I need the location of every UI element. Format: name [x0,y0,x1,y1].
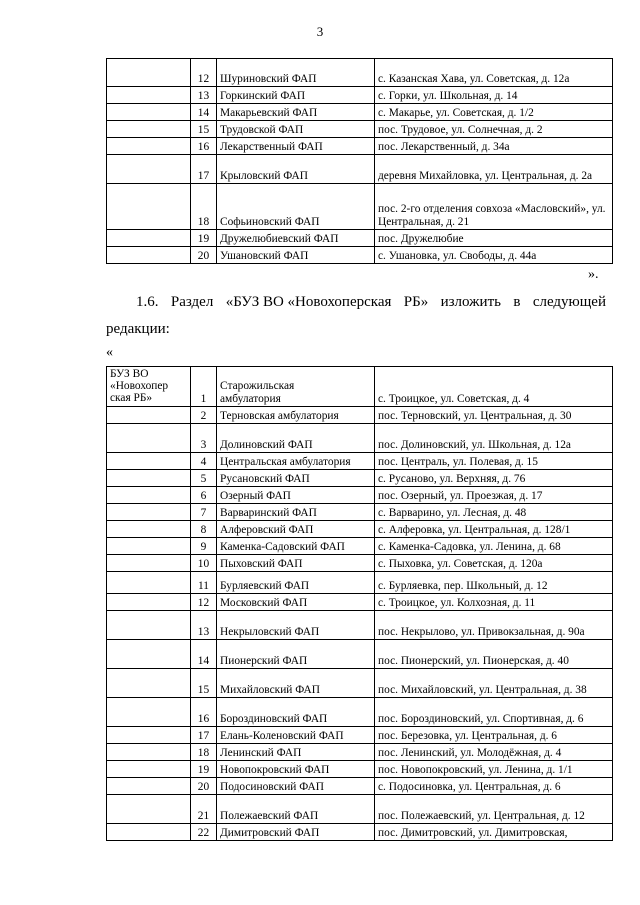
row-number: 7 [191,504,217,521]
paragraph-word: изложить [440,294,501,310]
facility-name: Новопокровский ФАП [217,761,375,778]
row-number: 21 [191,795,217,824]
org-cell [107,104,191,121]
org-cell [107,611,191,640]
facility-address: с. Казанская Хава, ул. Советская, д. 12а [375,59,613,87]
table-row [107,407,613,424]
org-cell [107,470,191,487]
table-row [107,121,613,138]
paragraph-word: Раздел [170,294,214,310]
row-number: 18 [191,184,217,230]
row-number: 14 [191,640,217,669]
facility-address: с. Русаново, ул. Верхняя, д. 76 [375,470,613,487]
row-number: 16 [191,138,217,155]
org-cell [107,640,191,669]
row-number: 19 [191,761,217,778]
facilities-table-novokhoperskaya [106,366,613,841]
facility-name: Елань-Коленовский ФАП [217,727,375,744]
org-cell [107,824,191,841]
table-row [107,247,613,264]
paragraph-word: 1.6. [136,294,159,310]
facility-address: с. Каменка-Садовка, ул. Ленина, д. 68 [375,538,613,555]
facility-name: Софьиновский ФАП [217,184,375,230]
org-cell [107,727,191,744]
facility-address: пос. Михайловский, ул. Центральная, д. 38 [375,669,613,698]
table-row [107,795,613,824]
facility-address: пос. Озерный, ул. Проезжая, д. 17 [375,487,613,504]
facility-address: деревня Михайловка, ул. Центральная, д. 2а [375,155,613,184]
row-number: 19 [191,230,217,247]
org-cell [107,487,191,504]
facility-address: пос. Димитровский, ул. Димитровская, [375,824,613,841]
org-cell [107,367,191,407]
row-number: 10 [191,555,217,572]
org-cell [107,795,191,824]
row-number: 13 [191,87,217,104]
table-row [107,424,613,453]
facility-address: пос. Березовка, ул. Центральная, д. 6 [375,727,613,744]
facility-name: Михайловский ФАП [217,669,375,698]
facility-address: с. Пыховка, ул. Советская, д. 120а [375,555,613,572]
table-row [107,744,613,761]
facility-address: с. Троицкое, ул. Колхозная, д. 11 [375,594,613,611]
row-number: 15 [191,669,217,698]
facility-address: пос. Новопокровский, ул. Ленина, д. 1/1 [375,761,613,778]
table-row [107,487,613,504]
row-number: 3 [191,424,217,453]
org-cell [107,521,191,538]
facility-address: с. Троицкое, ул. Советская, д. 4 [375,367,613,407]
page-number: 3 [316,24,324,39]
org-cell [107,778,191,795]
row-number: 20 [191,778,217,795]
table-row [107,59,613,87]
facility-name: Полежаевский ФАП [217,795,375,824]
facility-name: Крыловский ФАП [217,155,375,184]
facility-address: пос. Терновский, ул. Центральная, д. 30 [375,407,613,424]
org-cell [107,59,191,87]
table-row [107,104,613,121]
facility-address: пос. Ленинский, ул. Молодёжная, д. 4 [375,744,613,761]
facility-name: Ушановский ФАП [217,247,375,264]
paragraph-word: РБ» [403,294,429,310]
facility-address: пос. Централь, ул. Полевая, д. 15 [375,453,613,470]
facilities-table-continued [106,58,613,264]
amendment-paragraph-line1 [136,294,606,311]
facility-address: пос. Лекарственный, д. 34а [375,138,613,155]
row-number: 13 [191,611,217,640]
paragraph-word: «БУЗ ВО «Новохоперская [225,294,392,310]
table-row [107,504,613,521]
paragraph-word: в [513,294,521,310]
org-cell [107,138,191,155]
row-number: 15 [191,121,217,138]
facility-name: Дружелюбиевский ФАП [217,230,375,247]
table-row [107,555,613,572]
facility-name-line: амбулатория [220,393,281,405]
org-cell [107,230,191,247]
table-row [107,155,613,184]
row-number: 8 [191,521,217,538]
table-row [107,640,613,669]
table-row [107,138,613,155]
row-number: 17 [191,155,217,184]
org-cell [107,504,191,521]
facility-name: Центральская амбулатория [217,453,375,470]
facility-name: Московский ФАП [217,594,375,611]
facility-name: Некрыловский ФАП [217,611,375,640]
paragraph-word: следующей [532,294,606,310]
facility-name-line: Старожильская [220,380,295,392]
table-row [107,572,613,594]
org-name-line: БУЗ ВО [110,368,149,380]
org-cell [107,761,191,778]
row-number: 4 [191,453,217,470]
row-number: 17 [191,727,217,744]
org-cell [107,184,191,230]
facility-name: Лекарственный ФАП [217,138,375,155]
facility-name: Бурляевский ФАП [217,572,375,594]
facility-name: Димитровский ФАП [217,824,375,841]
facility-address: пос. Пионерский, ул. Пионерская, д. 40 [375,640,613,669]
closing-quote: ». [588,267,599,282]
facility-name: Горкинский ФАП [217,87,375,104]
table-row [107,698,613,727]
facility-name: Терновская амбулатория [217,407,375,424]
org-cell [107,555,191,572]
table-row [107,727,613,744]
facility-address: с. Горки, ул. Школьная, д. 14 [375,87,613,104]
org-cell [107,698,191,727]
facility-address: пос. Полежаевский, ул. Центральная, д. 12 [375,795,613,824]
facility-address: с. Бурляевка, пер. Школьный, д. 12 [375,572,613,594]
facility-name: Пионерский ФАП [217,640,375,669]
facility-address: пос. Дружелюбие [375,230,613,247]
table-row [107,611,613,640]
facility-name: Озерный ФАП [217,487,375,504]
facility-name: Подосиновский ФАП [217,778,375,795]
table-row [107,778,613,795]
row-number: 5 [191,470,217,487]
table-row [107,521,613,538]
row-number: 22 [191,824,217,841]
table-row [107,824,613,841]
row-number: 9 [191,538,217,555]
row-number: 14 [191,104,217,121]
opening-quote: « [106,345,113,360]
table-row [107,538,613,555]
facility-name: Варваринский ФАП [217,504,375,521]
org-cell [107,121,191,138]
facility-name: Алферовский ФАП [217,521,375,538]
facility-address: с. Ушановка, ул. Свободы, д. 44а [375,247,613,264]
org-cell [107,424,191,453]
org-cell [107,594,191,611]
facility-address: пос. Некрылово, ул. Привокзальная, д. 90а [375,611,613,640]
table-row [107,453,613,470]
row-number: 11 [191,572,217,594]
row-number: 18 [191,744,217,761]
org-cell [107,572,191,594]
facility-name: Каменка-Садовский ФАП [217,538,375,555]
facility-name: Бороздиновский ФАП [217,698,375,727]
table-row [107,230,613,247]
org-cell [107,669,191,698]
row-number: 12 [191,594,217,611]
table-row [107,184,613,230]
org-cell [107,538,191,555]
table-row [107,594,613,611]
row-number: 1 [191,367,217,407]
amendment-paragraph-line2: редакции: [106,321,170,337]
org-cell [107,155,191,184]
row-number: 6 [191,487,217,504]
facility-address: с. Макарье, ул. Советская, д. 1/2 [375,104,613,121]
facility-address: пос. Бороздиновский, ул. Спортивная, д. 6 [375,698,613,727]
facility-name [217,367,375,407]
facility-name: Долиновский ФАП [217,424,375,453]
facility-address: пос. Долиновский, ул. Школьная, д. 12а [375,424,613,453]
row-number: 16 [191,698,217,727]
facility-address: с. Подосиновка, ул. Центральная, д. 6 [375,778,613,795]
facility-name: Трудовской ФАП [217,121,375,138]
org-name-line: ская РБ» [110,392,153,404]
facility-name: Макарьевский ФАП [217,104,375,121]
facility-name: Пыховский ФАП [217,555,375,572]
facility-address: пос. Трудовое, ул. Солнечная, д. 2 [375,121,613,138]
table-row [107,87,613,104]
org-cell [107,744,191,761]
facility-name: Русановский ФАП [217,470,375,487]
facility-name: Ленинский ФАП [217,744,375,761]
facility-address: с. Варварино, ул. Лесная, д. 48 [375,504,613,521]
org-cell [107,87,191,104]
table-row [107,367,613,407]
row-number: 2 [191,407,217,424]
row-number: 20 [191,247,217,264]
row-number: 12 [191,59,217,87]
org-cell [107,247,191,264]
org-cell [107,453,191,470]
table-row [107,669,613,698]
org-cell [107,407,191,424]
org-name-line: «Новохопер [110,380,169,392]
table-row [107,761,613,778]
facility-address: пос. 2-го отделения совхоза «Масловский», ул. Центральная, д. 21 [375,184,613,230]
facility-address: с. Алферовка, ул. Центральная, д. 128/1 [375,521,613,538]
table-row [107,470,613,487]
facility-name: Шуриновский ФАП [217,59,375,87]
